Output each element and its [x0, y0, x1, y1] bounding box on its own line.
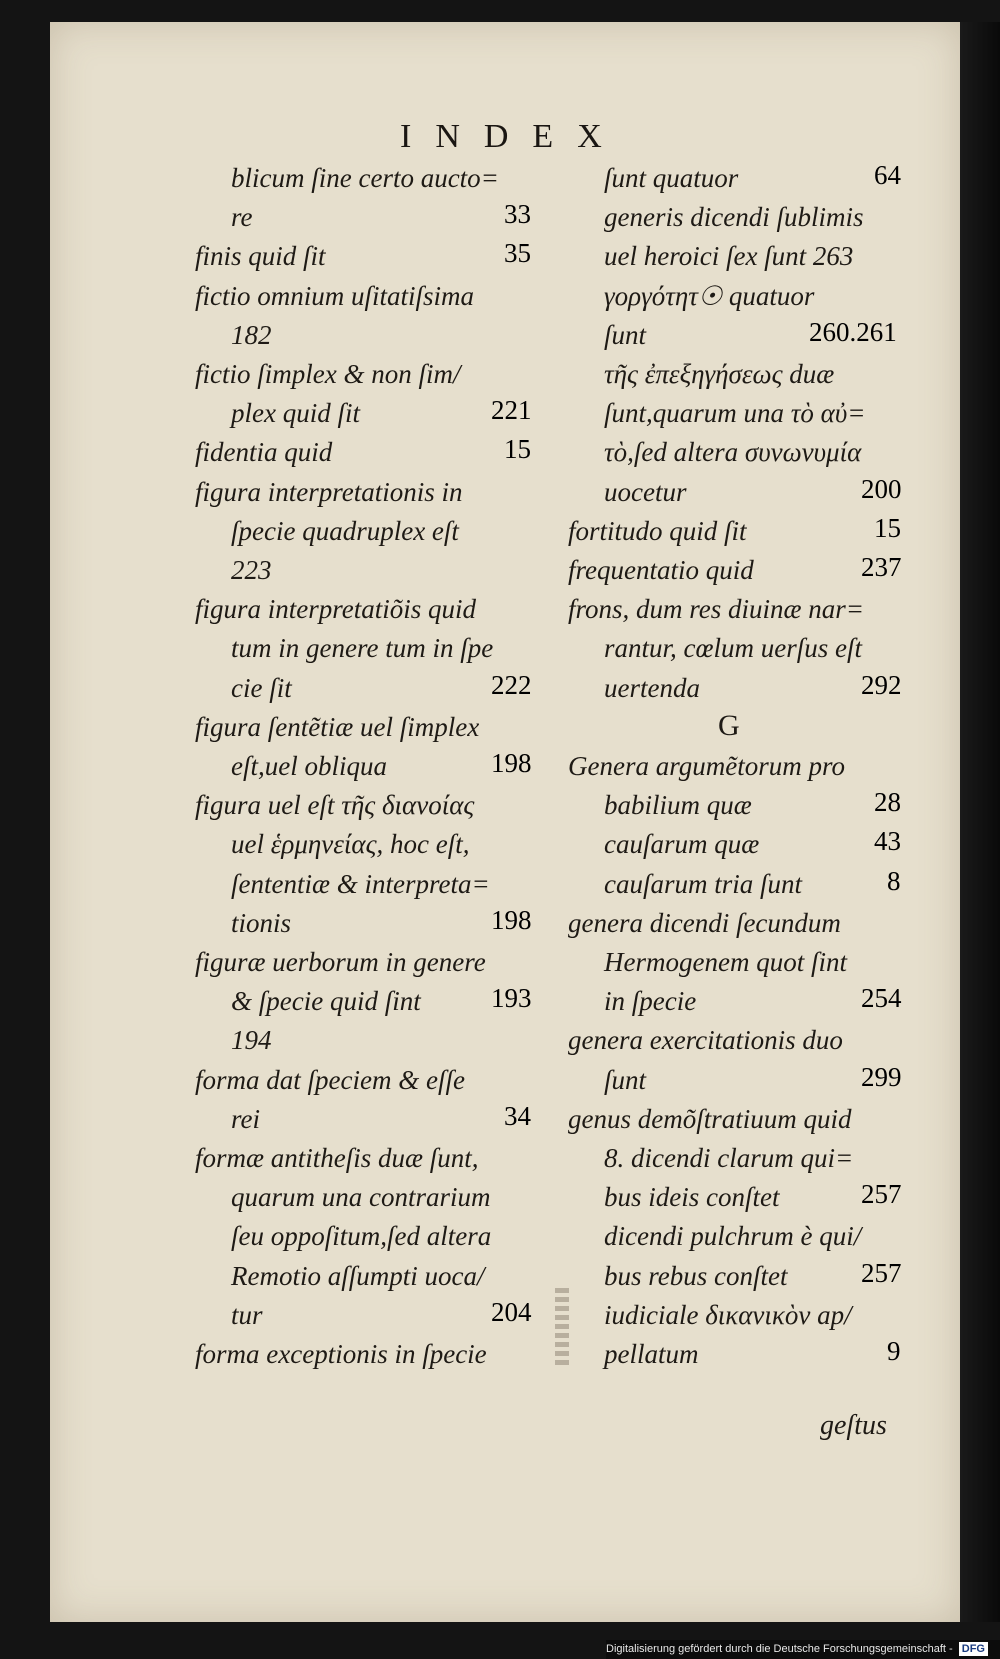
- index-line: [568, 591, 864, 627]
- page-number: 254: [861, 983, 902, 1014]
- index-line: [604, 1336, 699, 1372]
- index-text: finis quid ſit: [195, 241, 326, 272]
- index-line: [231, 395, 360, 431]
- index-line: [195, 709, 479, 745]
- page-number: 9: [887, 1336, 901, 1366]
- index-text: pellatum: [604, 1339, 699, 1369]
- section-letter: [718, 709, 740, 743]
- page-edge-shadow: [960, 22, 1000, 1622]
- index-line: [195, 356, 460, 392]
- index-line: [231, 826, 470, 862]
- catchword: geſtus: [820, 1410, 887, 1441]
- page-number: 35: [504, 238, 531, 269]
- library-stamp: [555, 1285, 569, 1365]
- index-text: τὸ,ſed altera συνωνυμία: [604, 437, 862, 468]
- index-line: [604, 1218, 861, 1254]
- index-line: [231, 866, 490, 902]
- footer-text: Digitalisierung gefördert durch die Deutsche Forschungsgemeinschaft -: [606, 1643, 953, 1655]
- index-line: [231, 630, 493, 666]
- index-text: bus rebus conſtet: [604, 1260, 788, 1291]
- index-text: bus ideis conſtet: [604, 1182, 780, 1213]
- index-line: [231, 552, 272, 588]
- index-text: forma exceptionis in ſpecie: [195, 1339, 487, 1369]
- index-line: [195, 238, 326, 274]
- page-number: 28: [874, 787, 901, 818]
- page-number: 221: [491, 395, 532, 426]
- index-text: cauſarum tria ſunt: [604, 868, 803, 899]
- index-text: ſunt: [604, 1064, 647, 1095]
- index-text: ſpecie quadruplex eſt: [231, 515, 459, 546]
- page-number: 34: [504, 1100, 531, 1131]
- index-text: tionis: [231, 907, 292, 938]
- page-number: 15: [874, 512, 901, 543]
- index-line: [568, 552, 754, 588]
- index-line: [604, 474, 686, 510]
- index-line: [604, 1062, 646, 1098]
- index-text: formæ antitheſis duæ ſunt,: [195, 1143, 479, 1173]
- index-text: generis dicendi ſublimis: [604, 202, 864, 233]
- index-line: [195, 787, 474, 823]
- index-line: [231, 1179, 491, 1215]
- page-number: 198: [491, 748, 532, 778]
- index-line: [604, 1140, 853, 1176]
- index-text: figura interpretatiõis quid: [195, 594, 477, 625]
- index-line: [604, 826, 759, 862]
- index-text: ſunt quatuor: [604, 163, 739, 193]
- index-text: uertenda: [604, 672, 700, 703]
- index-text: blicum ſine certo aucto=: [231, 163, 499, 193]
- running-head: INDEX: [400, 118, 626, 155]
- index-line: [231, 199, 253, 235]
- index-line: [231, 670, 292, 706]
- index-text: Genera argumẽtorum pro: [568, 751, 845, 781]
- index-text: frons, dum res diuinæ nar=: [568, 594, 864, 625]
- index-text: rei: [231, 1103, 260, 1134]
- index-line: [604, 1179, 779, 1215]
- index-text: quarum una contrarium: [231, 1182, 491, 1213]
- index-line: [231, 983, 421, 1019]
- index-text: genus demõſtratiuum quid: [568, 1103, 852, 1134]
- index-line: [568, 1022, 843, 1058]
- index-text: ſententiæ & interpreta=: [231, 868, 490, 899]
- index-line: [195, 1140, 479, 1176]
- index-text: uocetur: [604, 476, 687, 507]
- index-line: [568, 905, 841, 941]
- index-text: frequentatio quid: [568, 555, 754, 585]
- index-text: 223: [231, 555, 272, 585]
- page-number: 64: [874, 160, 901, 190]
- page-number: 299: [861, 1061, 902, 1092]
- index-line: [195, 1062, 465, 1098]
- index-line: [604, 787, 752, 823]
- index-text: iudiciale δικανικὸν ap/: [604, 1299, 852, 1330]
- dfg-logo: DFG: [959, 1642, 988, 1656]
- index-text: re: [231, 202, 253, 233]
- index-text: uel ἑρμηνείας, hoc eſt,: [231, 829, 470, 860]
- index-text: figura uel eſt τῆς διανοίας: [195, 790, 475, 821]
- page-number: 292: [861, 669, 902, 700]
- index-text: figura ſentẽtiæ uel ſimplex: [195, 711, 480, 742]
- index-line: [195, 591, 476, 627]
- index-text: tum in genere tum in ſpe: [231, 633, 494, 664]
- index-text: 8. dicendi clarum qui=: [604, 1143, 854, 1173]
- index-line: [231, 317, 272, 353]
- page-number: 237: [861, 552, 902, 582]
- index-text: Hermogenem quot ſint: [604, 947, 847, 977]
- index-text: genera exercitationis duo: [568, 1025, 843, 1056]
- index-line: [604, 160, 738, 196]
- index-text: eſt,uel obliqua: [231, 751, 387, 781]
- index-line: [604, 356, 834, 392]
- page-number: 8: [887, 865, 901, 896]
- index-text: fictio omnium uſitatiſsima: [195, 280, 475, 311]
- index-text: uel heroici ſex ſunt 263: [604, 241, 854, 272]
- index-line: [195, 474, 463, 510]
- index-text: fictio ſimplex & non ſim/: [195, 359, 461, 389]
- index-text: plex quid ſit: [231, 398, 360, 429]
- index-line: [231, 748, 387, 784]
- index-text: fortitudo quid ſit: [568, 515, 747, 546]
- index-text: ſeu oppoſitum,ſed altera: [231, 1221, 492, 1252]
- index-text: ſunt,quarum una τὸ αὐ=: [604, 398, 866, 429]
- index-text: rantur, cœlum uerſus eſt: [604, 633, 863, 664]
- index-line: [231, 1218, 491, 1254]
- index-text: ſunt: [604, 319, 647, 350]
- index-line: [195, 434, 332, 470]
- index-line: [604, 278, 814, 314]
- index-text: G: [718, 708, 740, 742]
- page-number: 204: [491, 1296, 532, 1327]
- index-line: [231, 160, 499, 196]
- index-text: figura interpretationis in: [195, 476, 463, 507]
- index-line: [604, 317, 646, 353]
- page-number: 43: [874, 826, 901, 857]
- index-text: forma dat ſpeciem & eſſe: [195, 1064, 465, 1095]
- index-line: [195, 944, 486, 980]
- footer-banner: [606, 1640, 1000, 1659]
- index-text: τῆς ἐπεξηγήσεως duæ: [604, 359, 835, 389]
- index-text: Remotio aſſumpti uoca/: [231, 1260, 485, 1291]
- index-line: [231, 1101, 260, 1137]
- page-number: 200: [861, 473, 902, 504]
- index-text: 182: [231, 319, 272, 350]
- index-text: babilium quæ: [604, 790, 752, 821]
- index-line: [604, 199, 863, 235]
- page-number: 257: [861, 1257, 902, 1288]
- index-line: [604, 983, 696, 1019]
- index-text: cauſarum quæ: [604, 829, 760, 860]
- page-number: 33: [504, 199, 531, 230]
- index-text: & ſpecie quid ſint: [231, 986, 421, 1017]
- page-number: 260.261: [809, 316, 897, 347]
- index-text: tur: [231, 1299, 263, 1330]
- page-number: 257: [861, 1179, 902, 1210]
- page-number: 222: [491, 669, 532, 700]
- index-text: genera dicendi ſecundum: [568, 907, 841, 938]
- index-line: [231, 1022, 272, 1058]
- index-line: [604, 670, 700, 706]
- index-line: [195, 1336, 487, 1372]
- index-text: cie ſit: [231, 672, 292, 703]
- index-line: [604, 1258, 787, 1294]
- index-line: [604, 1297, 852, 1333]
- index-line: [604, 395, 865, 431]
- index-line: [231, 1297, 263, 1333]
- index-line: [231, 513, 459, 549]
- page-number: 193: [491, 983, 532, 1014]
- index-line: [604, 238, 853, 274]
- index-line: [195, 278, 474, 314]
- index-line: [568, 513, 747, 549]
- index-text: γοργότητ☉ quatuor: [604, 280, 815, 311]
- index-text: 194: [231, 1025, 272, 1056]
- index-line: [604, 434, 861, 470]
- index-text: figuræ uerborum in genere: [195, 947, 486, 977]
- index-line: [568, 1101, 852, 1137]
- index-line: [568, 748, 845, 784]
- index-text: in ſpecie: [604, 986, 697, 1017]
- index-line: [231, 1258, 484, 1294]
- index-line: [604, 630, 862, 666]
- index-text: dicendi pulchrum è qui/: [604, 1221, 862, 1252]
- index-text: fidentia quid: [195, 437, 333, 468]
- index-line: [604, 944, 847, 980]
- index-line: [604, 866, 802, 902]
- page-number: 198: [491, 904, 532, 935]
- index-line: [231, 905, 291, 941]
- page-number: 15: [504, 434, 531, 465]
